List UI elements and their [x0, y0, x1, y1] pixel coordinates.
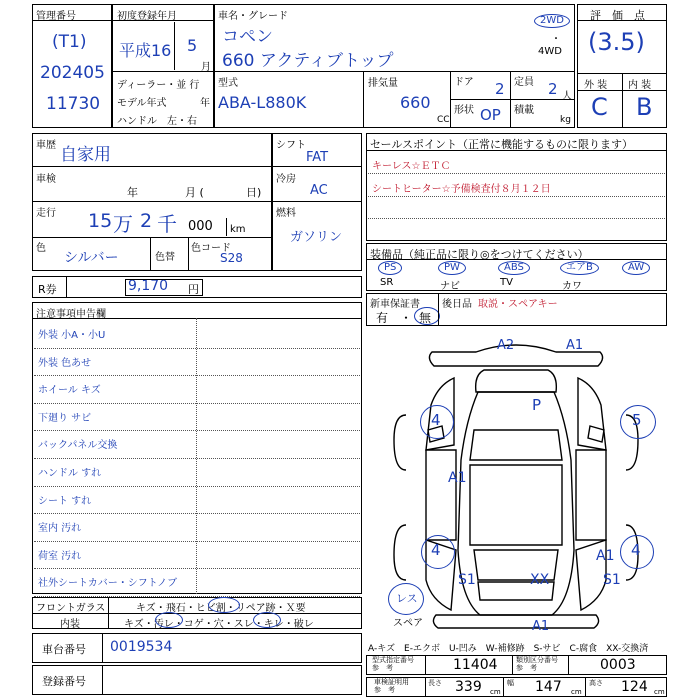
mileage-b: 2	[140, 210, 153, 232]
damage-legend: A-キズ E-エクボ U-凹み W-補修跡 S-サビ C-腐食 XX-交換済	[368, 644, 649, 654]
displacement-label: 排気量	[368, 78, 398, 89]
recycle-amount: 9,170	[128, 278, 169, 294]
front-glass-items: キズ・飛石・ヒビ割・リペア跡・Ｘ要	[136, 603, 306, 614]
shift-label: シフト	[276, 140, 306, 151]
shape: OP	[480, 106, 501, 124]
km-unit: km	[230, 224, 246, 235]
model-type: ABA-L880K	[218, 93, 307, 112]
spare-note: レス	[396, 592, 418, 605]
ext-label: 外 装	[584, 80, 608, 91]
wid-cm: cm	[571, 688, 582, 696]
kg-unit: kg	[560, 115, 571, 125]
warranty-value: 有 ・	[376, 311, 413, 325]
equipment-label: 装備品（純正品に限り◎をつけてください）	[370, 248, 589, 261]
lot-tag: (T1)	[52, 32, 87, 52]
notes-label: 注意事項申告欄	[36, 309, 106, 320]
front-glass-label: フロントガラス	[36, 603, 106, 614]
first-reg-box	[112, 4, 214, 128]
color-change-label: 色替	[155, 252, 175, 263]
mark-4-left-front: 4	[431, 411, 441, 429]
year-unit: 年	[200, 98, 210, 109]
shaken-label: 車検	[36, 174, 56, 185]
sales-label: セールスポイント（正常に機能するものに限ります）	[370, 138, 634, 151]
mark-a1-left: A1	[448, 470, 467, 486]
sales-line-1: キーレス☆ＥＴＣ	[372, 161, 451, 172]
car-grade: 660 アクティブトップ	[222, 51, 394, 71]
mgmt-no-2: 11730	[46, 94, 101, 114]
handle-label: ハンドル 左・右	[117, 116, 197, 127]
len: 339	[455, 679, 482, 695]
note-item: ハンドル すれ	[38, 468, 102, 479]
wid: 147	[535, 679, 562, 695]
color-code: S28	[220, 251, 243, 265]
first-reg-month: 5	[187, 36, 198, 55]
first-reg-era: 平成16	[119, 41, 172, 60]
mark-p-roof: P	[532, 396, 542, 414]
mark-a1-front: A1	[566, 338, 584, 353]
displacement: 660	[400, 93, 431, 112]
other-label: 後日品	[442, 299, 472, 310]
model-type-label: 型式	[218, 78, 238, 89]
note-item: ホイール キズ	[38, 385, 101, 397]
mileage-sen: 千	[157, 212, 177, 236]
month-unit: 月	[201, 62, 211, 73]
score: (3.5)	[588, 28, 645, 56]
class-no: 0003	[600, 657, 636, 673]
mgmt-no-1: 202405	[40, 63, 105, 83]
dealer-label: ディーラー・並 行	[117, 80, 200, 91]
hgt: 124	[621, 679, 648, 695]
type-no-label: 型式指定番号 参 考	[372, 656, 414, 672]
mileage-a: 15	[88, 210, 113, 232]
note-item: 社外シートカバー・シフトノブ	[38, 578, 178, 590]
wid-label: 幅	[507, 679, 514, 687]
warranty-label: 新車保証書	[370, 299, 420, 310]
shift: FAT	[306, 150, 329, 165]
capacity: 2	[548, 80, 558, 98]
ac-label: 冷房	[276, 174, 296, 185]
note-item: 下廻り サビ	[38, 412, 92, 424]
shaken-day: 日)	[246, 186, 262, 199]
note-item: 室内 汚れ	[38, 523, 82, 535]
other-value: 取説・スペアキー	[478, 299, 558, 310]
mark-a1-right-rear: A1	[596, 548, 615, 564]
mark-xx-rear: XX	[530, 572, 550, 588]
mark-a2-front: A2	[497, 338, 515, 353]
load-label: 積載	[514, 105, 534, 116]
mileage-c: 000	[188, 219, 213, 234]
cc-unit: CC	[437, 115, 450, 125]
chassis-label: 車台番号	[42, 643, 86, 656]
mark-4-right-rear: 4	[631, 541, 641, 559]
drive-4wd: 4WD	[538, 46, 562, 57]
equipment-item-2: カワ	[562, 281, 582, 292]
mark-s1-left: S1	[458, 572, 476, 588]
equipment-item: ABS	[498, 261, 530, 275]
equipment-item: PS	[378, 261, 402, 275]
spare-label: スペア	[393, 618, 423, 629]
color-code-label: 色コード	[191, 243, 231, 254]
note-item: 外装 色あせ	[38, 357, 92, 369]
history-label: 車歴	[36, 140, 56, 151]
hgt-cm: cm	[654, 688, 665, 696]
recycle-unit: 円	[188, 283, 199, 296]
equipment-item-2: ナビ	[440, 281, 460, 292]
car-name: コペン	[222, 27, 273, 47]
door-label: ドア	[454, 77, 474, 88]
shape-label: 形状	[454, 105, 474, 116]
mark-s1-right: S1	[603, 572, 621, 588]
color: シルバー	[64, 250, 119, 266]
ac: AC	[310, 183, 328, 198]
note-item: 荷室 汚れ	[38, 550, 82, 562]
model-year-label: モデル年式	[117, 98, 167, 109]
car-label: 車名・グレード	[218, 11, 288, 22]
equipment-item: エアB	[560, 261, 599, 275]
note-item: バックパネル交換	[38, 440, 118, 452]
reg-label: 登録番号	[42, 675, 86, 688]
int-grade: B	[636, 93, 653, 121]
equipment-item: AW	[622, 261, 650, 275]
len-cm: cm	[490, 688, 501, 696]
shaken-month: 月 (	[185, 186, 204, 199]
interior-items: キズ・汚レ・コゲ・穴・スレ・キレ・破レ	[124, 619, 314, 630]
history-value: 自家用	[60, 145, 111, 165]
note-item: シート すれ	[38, 495, 92, 507]
class-no-label: 類別区分番号 参 考	[516, 656, 558, 672]
fuel: ガソリン	[290, 230, 343, 245]
int-label: 内 装	[628, 80, 652, 91]
hgt-label: 高さ	[589, 679, 603, 687]
mark-5-right-front: 5	[632, 411, 642, 429]
equipment-item-2: SR	[380, 277, 394, 288]
shaken-year: 年	[127, 186, 138, 199]
note-item: 外装 小A・小U	[38, 330, 106, 341]
ext-grade: C	[591, 93, 608, 121]
drive-2wd: 2WD	[534, 14, 570, 28]
warranty-none: 無	[419, 311, 432, 325]
capacity-unit: 人	[562, 91, 572, 102]
recycle-label: R券	[38, 283, 57, 296]
equipment-item-2: TV	[500, 277, 513, 288]
capacity-label: 定員	[514, 77, 534, 88]
equipment-item: PW	[438, 261, 466, 275]
mileage-man: 万	[113, 212, 133, 236]
type-no: 11404	[453, 657, 498, 673]
mgmt-label: 管理番号	[36, 11, 76, 22]
chassis-no: 0019534	[110, 639, 173, 655]
mark-4-left-rear: 4	[431, 541, 441, 559]
doors: 2	[495, 80, 505, 98]
len-label: 長さ	[428, 679, 442, 687]
grade-label: 評 価 点	[590, 9, 645, 22]
mark-a1-rear: A1	[532, 619, 550, 634]
color-label: 色	[36, 243, 46, 254]
fuel-label: 燃料	[276, 208, 296, 219]
interior-label: 内装	[60, 619, 80, 630]
cert-label: 車検証明用 参 考	[374, 678, 409, 694]
sales-line-2: シートヒーター☆予備検査付８月１２日	[372, 184, 551, 195]
first-reg-label: 初度登録年月	[117, 11, 177, 22]
mileage-label: 走行	[36, 208, 56, 219]
